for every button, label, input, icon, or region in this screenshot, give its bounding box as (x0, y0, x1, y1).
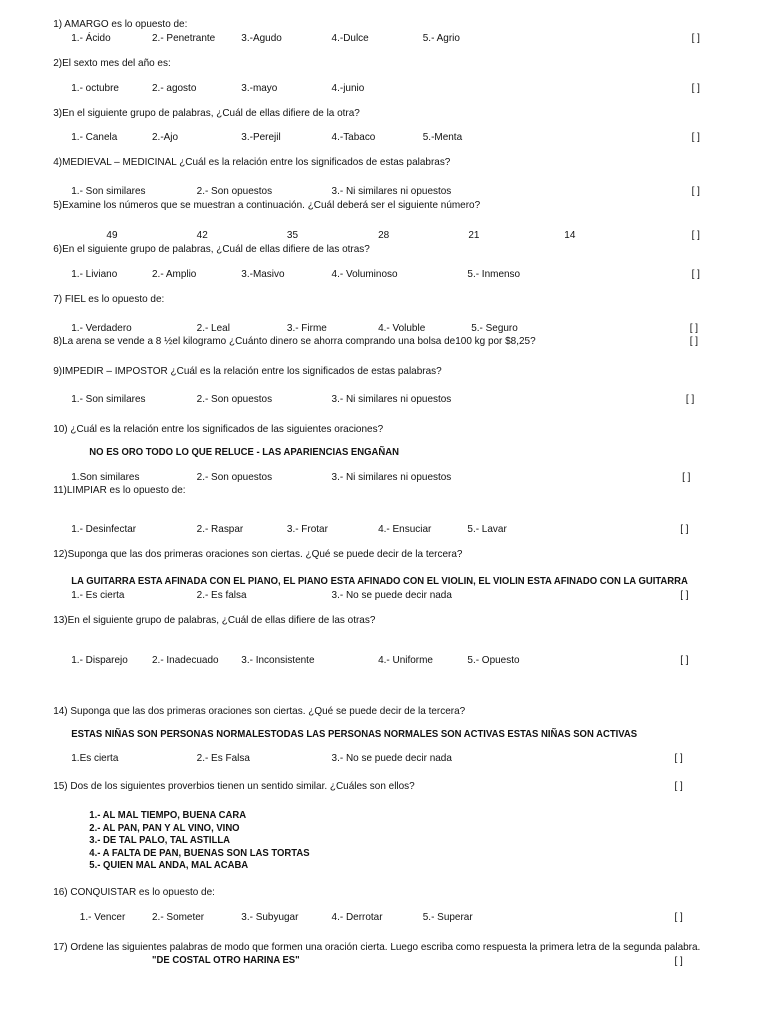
option[interactable]: 5.- Lavar (467, 523, 507, 535)
option[interactable]: 3.- Ni similares ni opuestos (331, 185, 452, 197)
option[interactable]: 1.Son similares (71, 471, 140, 483)
question-2: 2)El sexto mes del año es: (53, 57, 171, 69)
option[interactable]: 4.-Tabaco (331, 131, 376, 143)
proverb-item: 1.- AL MAL TIEMPO, BUENA CARA (89, 810, 247, 821)
option[interactable]: 2.- Raspar (196, 523, 244, 535)
question-4: 4)MEDIEVAL – MEDICINAL ¿Cuál es la relación entre los significados de estas palabras? (53, 156, 451, 168)
option[interactable]: 2.- Someter (152, 911, 205, 923)
option[interactable]: 5.- Superar (422, 911, 473, 923)
answer-box[interactable]: [ ] (674, 752, 683, 764)
option[interactable]: 3.- No se puede decir nada (331, 752, 452, 764)
question-15: 15) Dos de los siguientes proverbios tienen un sentido similar. ¿Cuáles son ellos? (53, 780, 415, 792)
question-3: 3)En el siguiente grupo de palabras, ¿Cuál de ellas difiere de la otra? (53, 107, 360, 119)
answer-box[interactable]: [ ] (691, 185, 700, 197)
question-16: 16) CONQUISTAR es lo opuesto de: (53, 886, 215, 898)
option[interactable]: 1.- Son similares (71, 393, 146, 405)
answer-box[interactable]: [ ] (682, 471, 691, 483)
statement: LA GUITARRA ESTA AFINADA CON EL PIANO, EL PIANO ESTA AFINADO CON EL VIOLIN, EL VIOLIN ESTA AFINADO CON LA GUITARRA (71, 576, 688, 587)
answer-box[interactable]: [ ] (691, 32, 700, 44)
answer-box[interactable]: [ ] (674, 911, 683, 923)
answer-box[interactable]: [ ] (674, 955, 683, 967)
proverb-item: 3.- DE TAL PALO, TAL ASTILLA (89, 835, 231, 846)
option[interactable]: 2.- Son opuestos (196, 393, 273, 405)
proverb-item: 2.- AL PAN, PAN Y AL VINO, VINO (89, 823, 240, 834)
number: 42 (196, 229, 208, 241)
answer-box[interactable]: [ ] (674, 780, 683, 792)
statement: NO ES ORO TODO LO QUE RELUCE - LAS APARIENCIAS ENGAÑAN (89, 447, 399, 458)
question-12: 12)Suponga que las dos primeras oraciones son ciertas. ¿Qué se puede decir de la tercera? (53, 548, 463, 560)
statement: ESTAS NIÑAS SON PERSONAS NORMALESTODAS LAS PERSONAS NORMALES SON ACTIVAS ESTAS NIÑAS SON ACTIVAS (71, 729, 638, 740)
answer-box[interactable]: [ ] (685, 393, 695, 405)
number: 28 (378, 229, 390, 241)
option[interactable]: 1.- Desinfectar (71, 523, 137, 535)
option[interactable]: 1.- Disparejo (71, 654, 128, 666)
option[interactable]: 5.- Inmenso (467, 268, 521, 280)
proverb-item: 5.- QUIEN MAL ANDA, MAL ACABA (89, 860, 249, 871)
option[interactable]: 3.- Ni similares ni opuestos (331, 393, 452, 405)
option[interactable]: 4.- Ensuciar (378, 523, 432, 535)
option[interactable]: 2.- Inadecuado (152, 654, 219, 666)
answer-box[interactable]: [ ] (691, 268, 700, 280)
option[interactable]: 5.- Opuesto (467, 654, 520, 666)
number: 21 (468, 229, 480, 241)
proverb-item: 4.- A FALTA DE PAN, BUENAS SON LAS TORTAS (89, 848, 310, 859)
number: 35 (286, 229, 299, 241)
question-11: 11)LIMPIAR es lo opuesto de: (53, 484, 186, 496)
answer-box[interactable]: [ ] (680, 523, 689, 535)
question-9: 9)IMPEDIR – IMPOSTOR ¿Cuál es la relación entre los significados de estas palabras? (53, 365, 442, 377)
option[interactable]: 4.-junio (331, 82, 365, 94)
question-17: 17) Ordene las siguientes palabras de modo que formen una oración cierta. Luego escriba como respuesta la primera letra de la segunda palabra. (53, 941, 701, 953)
option[interactable]: 5.-Menta (422, 131, 463, 143)
option[interactable]: 1.- octubre (71, 82, 119, 94)
option[interactable]: 2.- agosto (152, 82, 197, 94)
question-10: 10) ¿Cuál es la relación entre los significados de las siguientes oraciones? (53, 423, 384, 435)
question-8: 8)La arena se vende a 8 ½el kilogramo ¿Cuánto dinero se ahorra comprando una bolsa de100 kg por $8,25? (53, 335, 536, 347)
option[interactable]: 1.- Son similares (71, 185, 146, 197)
number: 14 (564, 229, 576, 241)
option[interactable]: 2.- Leal (196, 322, 230, 334)
option[interactable]: 3.- Ni similares ni opuestos (331, 471, 452, 483)
option[interactable]: 2.- Son opuestos (196, 471, 273, 483)
option[interactable]: 1.Es cierta (71, 752, 119, 764)
option[interactable]: 4.- Uniforme (378, 654, 433, 666)
option[interactable]: 3.- Frotar (286, 523, 328, 535)
option[interactable]: 3.- No se puede decir nada (331, 589, 452, 601)
option[interactable]: 2.-Ajo (152, 131, 179, 143)
option[interactable]: 2.- Son opuestos (196, 185, 273, 197)
option[interactable]: 1.- Liviano (71, 268, 118, 280)
answer-box[interactable]: [ ] (689, 322, 699, 334)
option[interactable]: 5.- Agrio (422, 32, 460, 44)
question-7: 7) FIEL es lo opuesto de: (53, 293, 165, 305)
option[interactable]: 3.-mayo (241, 82, 278, 94)
option[interactable]: 4.- Voluble (378, 322, 426, 334)
option[interactable]: 3.- Subyugar (241, 911, 299, 923)
statement: "DE COSTAL OTRO HARINA ES" (152, 955, 300, 966)
option[interactable]: 3.- Inconsistente (241, 654, 315, 666)
option[interactable]: 2.- Amplio (152, 268, 197, 280)
question-14: 14) Suponga que las dos primeras oraciones son ciertas. ¿Qué se puede decir de la tercera? (53, 705, 466, 717)
option[interactable]: 3.-Perejil (241, 131, 281, 143)
option[interactable]: 4.-Dulce (331, 32, 369, 44)
option[interactable]: 1.- Ácido (71, 32, 111, 44)
option[interactable]: 1.- Es cierta (71, 589, 125, 601)
question-13: 13)En el siguiente grupo de palabras, ¿Cuál de ellas difiere de las otras? (53, 614, 376, 626)
option[interactable]: 5.- Seguro (471, 322, 518, 334)
option[interactable]: 3.- Firme (286, 322, 327, 334)
answer-box[interactable]: [ ] (691, 131, 700, 143)
answer-box[interactable]: [ ] (689, 335, 699, 347)
option[interactable]: 3.-Masivo (241, 268, 285, 280)
question-5: 5)Examine los números que se muestran a continuación. ¿Cuál deberá ser el siguiente número? (53, 199, 481, 211)
question-6: 6)En el siguiente grupo de palabras, ¿Cuál de ellas difiere de las otras? (53, 243, 370, 255)
answer-box[interactable]: [ ] (691, 229, 700, 241)
option[interactable]: 1.- Vencer (79, 911, 126, 923)
answer-box[interactable]: [ ] (680, 654, 689, 666)
option[interactable]: 1.- Verdadero (71, 322, 132, 334)
option[interactable]: 2.- Penetrante (152, 32, 216, 44)
option[interactable]: 4.- Derrotar (331, 911, 383, 923)
option[interactable]: 4.- Voluminoso (331, 268, 398, 280)
answer-box[interactable]: [ ] (680, 589, 689, 601)
option[interactable]: 2.- Es Falsa (196, 752, 250, 764)
option[interactable]: 2.- Es falsa (196, 589, 247, 601)
answer-box[interactable]: [ ] (691, 82, 700, 94)
option[interactable]: 3.-Agudo (241, 32, 282, 44)
question-1: 1) AMARGO es lo opuesto de: (53, 18, 188, 30)
option[interactable]: 1.- Canela (71, 131, 118, 143)
number: 49 (106, 229, 118, 241)
